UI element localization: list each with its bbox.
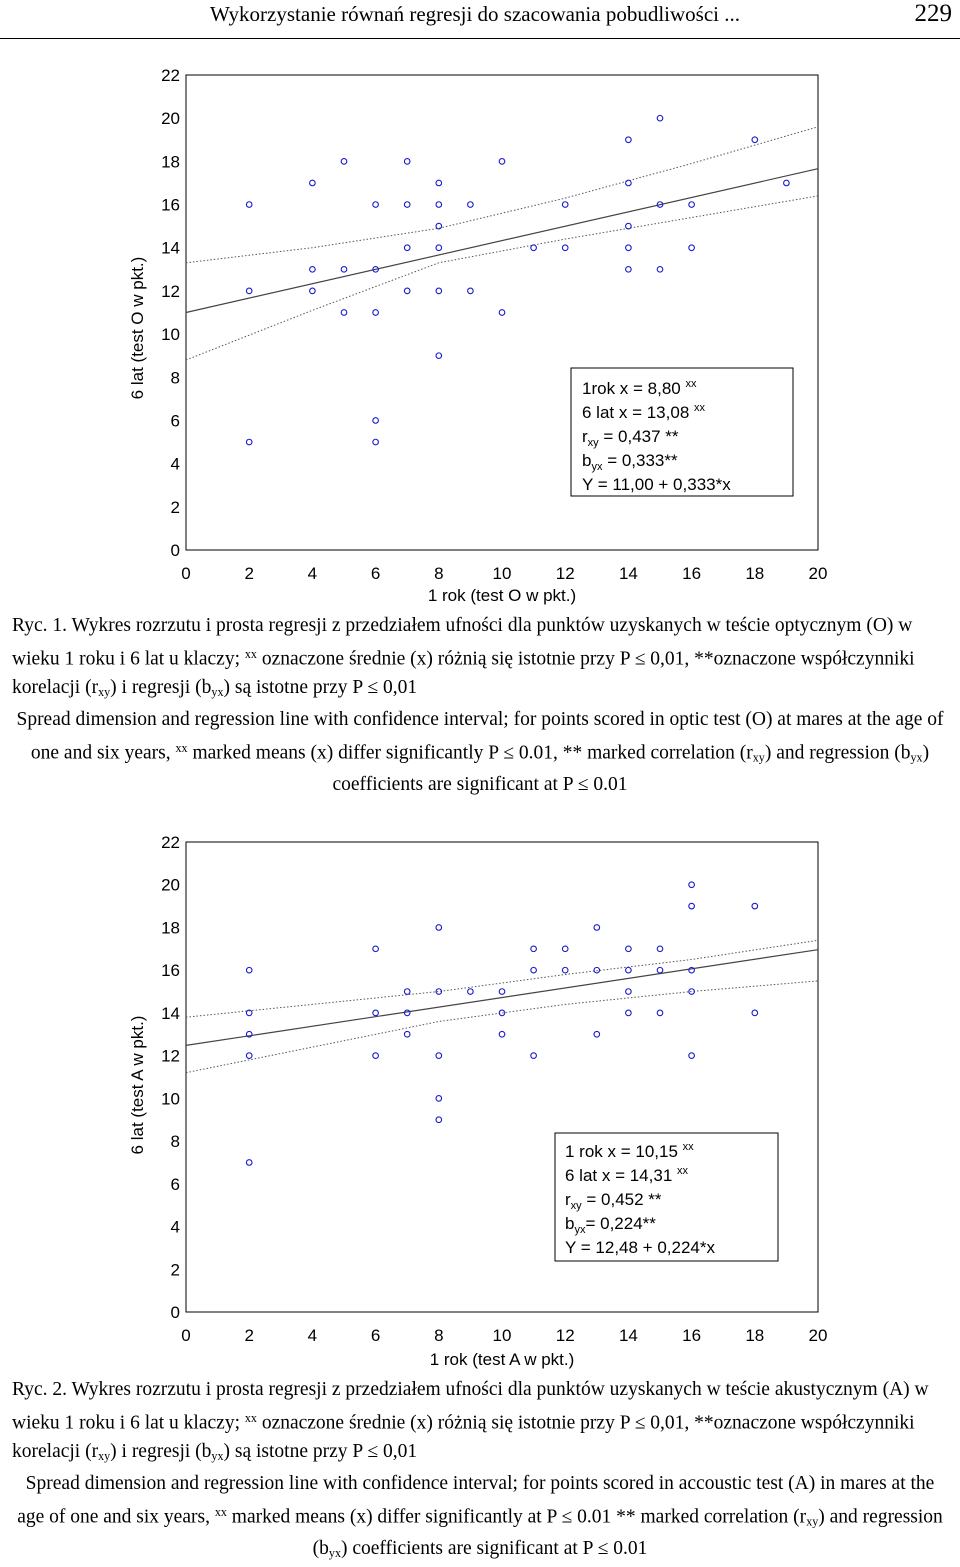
data-point [373,946,379,952]
data-point [689,1053,695,1059]
stats-equation: Y = 12,48 + 0,224*x [565,1238,715,1257]
scatter-chart-2 [0,827,960,1377]
data-point [626,137,632,143]
confidence-upper-path [186,127,818,263]
data-point [404,159,410,165]
data-point [436,223,442,229]
scatter-chart-1 [0,60,960,612]
data-point [562,202,568,208]
data-point [594,967,600,973]
y-tick-label: 18 [161,152,180,172]
y-tick-label: 6 [170,1174,180,1194]
stats-mean-6yr: 6 lat x = 13,08 $^{xx}$ [582,402,705,422]
figure-caption-1 [12,612,948,799]
data-point [752,137,758,143]
data-point [246,202,252,208]
data-point [468,989,474,995]
y-tick-label: 0 [170,541,180,560]
x-tick-label: 20 [808,564,828,583]
figure-caption-2 [12,1376,948,1567]
data-point [341,267,347,273]
x-tick-label: 20 [808,1326,828,1345]
header-title: Wykorzystanie równań regresji do szacowania pobudliwości ... [210,2,740,26]
data-point [436,925,442,931]
data-point [404,288,410,294]
data-point [468,202,474,208]
data-point [626,989,632,995]
y-tick-label: 14 [161,238,180,258]
y-tick-label: 8 [170,1132,180,1152]
data-point [310,288,316,294]
data-point [689,903,695,909]
data-point [531,1053,537,1059]
x-axis-label: 1 rok (test A w pkt.) [429,1350,575,1369]
x-tick-label: 8 [434,1326,444,1345]
stats-mean-1yr: 1 rok x = 10,15 $^{xx}$ [565,1141,694,1161]
data-point [404,202,410,208]
data-point [531,245,537,251]
data-point [594,925,600,931]
data-point [499,989,505,995]
caption-polish: Ryc. 1. Wykres rozrzutu i prosta regresji z przedziałem ufności dla punktów uzyskanych w teście optycznym (O) w wieku 1 roku i 6 lat u klaczy; $^{xx}$ oznaczone średnie (x) różnią się istotnie przy P ≤ 0,01, **oznaczone współczynniki korelacji $(r_{xy})$ i regresji $(b_{yx})$ są istotne przy P ≤ 0,01 [12,615,915,699]
data-point [404,1031,410,1037]
data-point [373,418,379,424]
y-tick-label: 0 [170,1303,180,1322]
y-tick-label: 14 [161,1003,180,1023]
x-tick-label: 2 [244,564,254,583]
data-point [436,1096,442,1102]
data-point [373,439,379,445]
data-point [373,310,379,316]
data-point [404,1010,410,1016]
data-point [594,1031,600,1037]
y-tick-label: 10 [161,1089,180,1109]
data-point [752,1010,758,1016]
data-point [436,288,442,294]
confidence-upper-line [186,940,818,1017]
data-point [562,245,568,251]
data-point [689,245,695,251]
statistics-box [571,368,793,496]
data-point [626,967,632,973]
regression-path [186,169,818,313]
data-point [657,946,663,952]
x-tick-label: 0 [181,564,191,583]
y-tick-label: 22 [161,833,180,852]
data-point [689,882,695,888]
data-point [626,180,632,186]
x-tick-label: 14 [618,1326,638,1345]
stats-correlation: $r_{xy} = 0,452$ ** [565,1190,662,1212]
data-point [246,439,252,445]
data-point [404,245,410,251]
data-point [373,1053,379,1059]
data-point [246,967,252,973]
data-point [436,180,442,186]
data-point [310,180,316,186]
y-tick-label: 6 [170,411,180,431]
x-tick-label: 6 [370,1326,381,1345]
confidence-lower-line [186,196,818,360]
y-tick-label: 20 [161,875,180,895]
y-axis-label: 6 lat (test A w pkt.) [128,1015,147,1155]
regression-line [186,169,818,313]
y-tick-label: 10 [161,325,180,345]
data-point [626,245,632,251]
data-point [689,202,695,208]
data-point [784,180,790,186]
data-point [562,946,568,952]
x-tick-label: 18 [745,1326,765,1345]
data-point [404,989,410,995]
x-tick-label: 8 [434,564,444,583]
stats-equation: Y = 11,00 + 0,333*x [582,475,731,494]
data-point [436,1117,442,1123]
x-tick-label: 14 [618,564,638,583]
stats-mean-1yr: 1rok x = 8,80 $^{xx}$ [582,378,697,398]
caption-english: Spread dimension and regression line with confidence interval; for points scored in optic test (O) at mares at the age of one and six years, $^{xx}$ marked means (x) differ significantly P ≤ 0.01, ** marked correlation $(r_{xy})$ and regression $(b_{yx})$ coefficients are significant at P ≤ 0.01 [16,708,944,796]
caption-polish: Ryc. 2. Wykres rozrzutu i prosta regresji z przedziałem ufności dla punktów uzyskanych w teście akustycznym (A) w wieku 1 roku i 6 lat u klaczy; $^{xx}$ oznaczone średnie (x) różnią się istotnie przy P ≤ 0,01, **oznaczone współczynniki korelacji $(r_{xy})$ i regresji $(b_{yx})$ są istotne przy P ≤ 0,01 [12,1379,929,1463]
data-point [657,1010,663,1016]
data-point [562,967,568,973]
data-point [246,1053,252,1059]
data-point [657,115,663,121]
x-tick-label: 0 [181,1326,191,1345]
data-point [246,288,252,294]
data-point [468,288,474,294]
x-tick-label: 10 [492,564,512,583]
data-point [626,946,632,952]
y-tick-label: 16 [161,195,180,215]
data-point [373,1010,379,1016]
y-tick-label: 2 [170,1260,180,1280]
data-point [436,1053,442,1059]
x-tick-label: 2 [244,1326,254,1345]
data-point [310,267,316,273]
x-tick-label: 10 [492,1326,512,1345]
x-tick-label: 18 [745,564,765,583]
data-point [626,223,632,229]
data-point [531,946,537,952]
statistics-box [555,1133,778,1261]
data-point [246,1160,252,1166]
data-point [341,310,347,316]
stats-regression-coef: $b_{yx}= 0,224**$ [565,1214,656,1236]
data-point [657,967,663,973]
caption-english: Spread dimension and regression line with confidence interval; for points scored in accoustic test (A) in mares at the age of one and six years, $^{xx}$ marked means (x) differ significantly at P ≤ 0.01 ** marked correlation $(r_{xy})$ and regression $(b_{yx})$ coefficients are significant at P ≤ 0.01 [17,1472,943,1561]
data-point [499,310,505,316]
stats-regression-coef: $b_{yx} = 0,333**$ [582,451,678,473]
y-tick-label: 4 [170,1217,180,1237]
y-tick-label: 20 [161,109,180,129]
data-point [499,159,505,165]
data-point [373,202,379,208]
y-tick-label: 16 [161,961,180,981]
page-number: 229 [914,0,952,27]
data-point [752,903,758,909]
confidence-upper-line [186,127,818,263]
y-tick-label: 18 [161,918,180,938]
running-header [0,0,960,39]
x-tick-label: 16 [682,1326,702,1345]
y-tick-label: 8 [170,368,180,388]
stats-correlation: $r_{xy} = 0,437$ ** [582,427,679,449]
data-point [626,267,632,273]
y-tick-label: 12 [161,281,180,301]
confidence-lower-path [186,196,818,360]
x-tick-label: 6 [370,564,381,583]
x-tick-label: 12 [555,1326,575,1345]
y-axis-label: 6 lat (test O w pkt.) [128,256,147,400]
y-tick-label: 22 [161,66,180,85]
x-tick-label: 12 [555,564,575,583]
data-point [657,267,663,273]
data-point [341,159,347,165]
data-point [436,245,442,251]
x-tick-label: 4 [307,564,318,583]
stats-mean-6yr: 6 lat x = 14,31 $^{xx}$ [565,1165,688,1185]
data-point [689,989,695,995]
data-point [436,353,442,359]
y-tick-label: 4 [170,454,180,474]
confidence-upper-path [186,940,818,1017]
data-point [436,202,442,208]
y-tick-label: 12 [161,1046,180,1066]
x-tick-label: 16 [682,564,702,583]
y-tick-label: 2 [170,497,180,517]
data-point [626,1010,632,1016]
data-point [499,1031,505,1037]
data-point [531,967,537,973]
x-axis-label: 1 rok (test O w pkt.) [427,586,577,605]
x-tick-label: 4 [307,1326,318,1345]
